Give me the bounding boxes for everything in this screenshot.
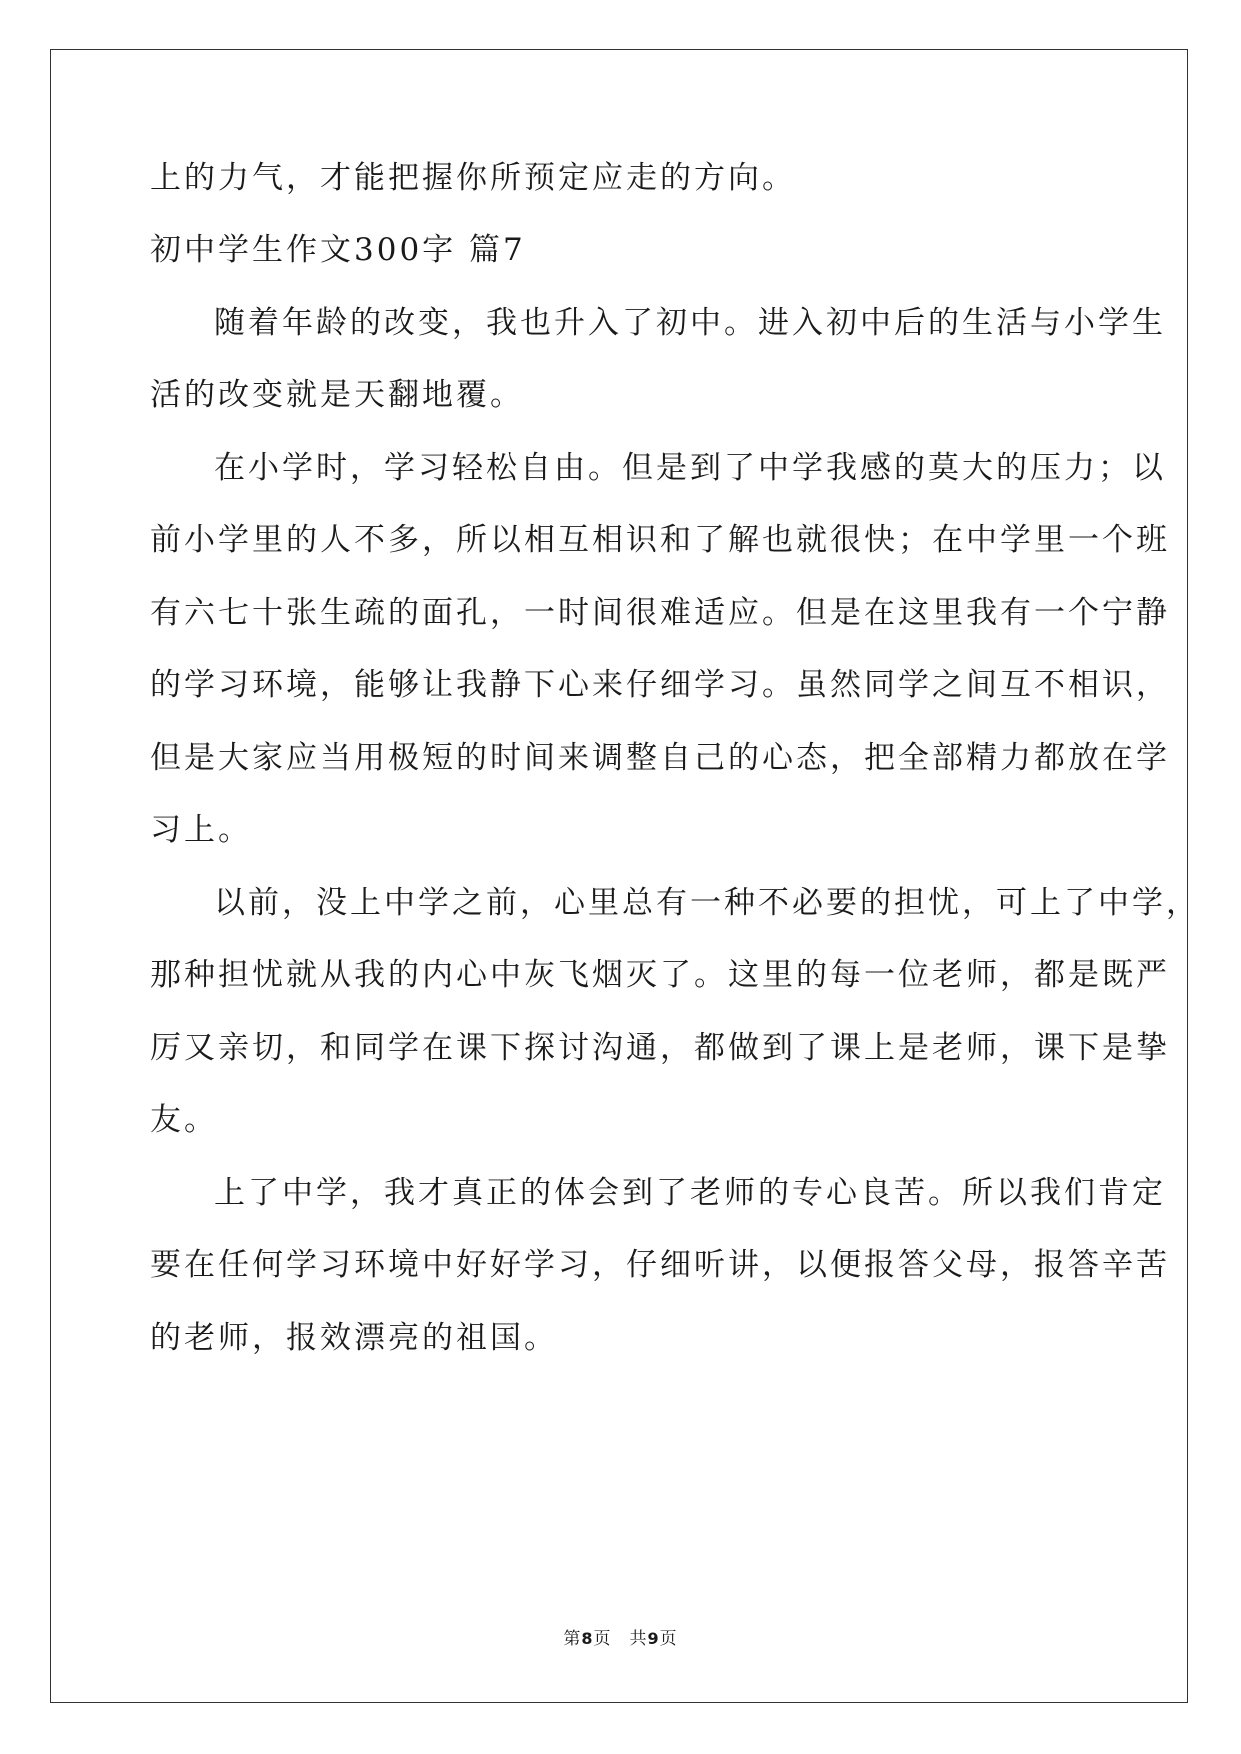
text-line: 活的改变就是天翻地覆。 <box>150 377 524 413</box>
page-prefix: 第 <box>563 1629 582 1649</box>
text-line: 上的力气，才能把握你所预定应走的方向。 <box>150 160 796 196</box>
page-border <box>50 49 1188 1703</box>
text-line: 的老师，报效漂亮的祖国。 <box>150 1320 558 1356</box>
text-line: 的学习环境，能够让我静下心来仔细学习。虽然同学之间互不相识， <box>150 667 1170 703</box>
text-line: 有六七十张生疏的面孔，一时间很难适应。但是在这里我有一个宁静 <box>150 595 1170 631</box>
paragraph-first-line: 上了中学，我才真正的体会到了老师的专心良苦。所以我们肯定 <box>214 1175 1166 1211</box>
text-line: 友。 <box>150 1102 218 1138</box>
paragraph-first-line: 随着年龄的改变，我也升入了初中。进入初中后的生活与小学生 <box>214 305 1166 341</box>
total-prefix: 共 <box>629 1629 648 1649</box>
paragraph-first-line: 在小学时，学习轻松自由。但是到了中学我感的莫大的压力；以 <box>214 450 1166 486</box>
total-suffix: 页 <box>659 1629 678 1649</box>
page-footer <box>0 1627 1241 1651</box>
text-line: 前小学里的人不多，所以相互相识和了解也就很快；在中学里一个班 <box>150 522 1170 558</box>
paragraph-first-line: 以前，没上中学之前，心里总有一种不必要的担忧，可上了中学， <box>214 885 1200 921</box>
page-total: 9 <box>647 1629 660 1648</box>
text-line: 要在任何学习环境中好好学习，仔细听讲，以便报答父母，报答辛苦 <box>150 1247 1170 1283</box>
text-line: 但是大家应当用极短的时间来调整自己的心态，把全部精力都放在学 <box>150 740 1170 776</box>
page-suffix: 页 <box>593 1629 612 1649</box>
text-line: 厉又亲切，和同学在课下探讨沟通，都做到了课上是老师，课下是挚 <box>150 1030 1170 1066</box>
section-heading: 初中学生作文300字 篇7 <box>150 232 526 268</box>
text-line: 习上。 <box>150 812 252 848</box>
page-current: 8 <box>581 1629 594 1648</box>
text-line: 那种担忧就从我的内心中灰飞烟灭了。这里的每一位老师，都是既严 <box>150 957 1170 993</box>
